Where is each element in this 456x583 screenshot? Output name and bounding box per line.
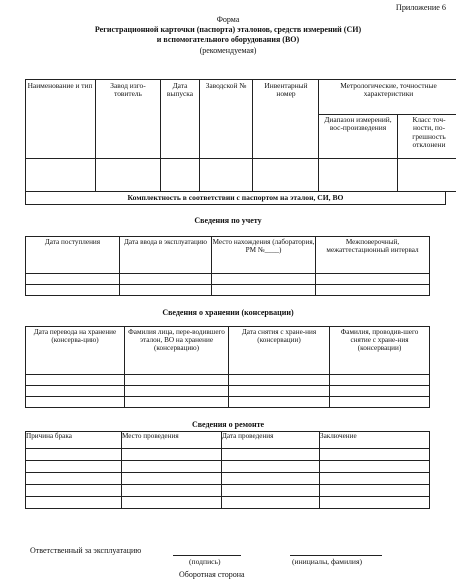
- responsible-label: Ответственный за эксплуатацию: [30, 546, 142, 555]
- completeness-label: Комплектность в соответствии с паспортом на эталон, СИ, ВО: [127, 193, 344, 202]
- header-repair-place: Место проведения: [122, 432, 222, 449]
- header-storage-person: Фамилия лица, пере-водившего эталон, ВО на хранение (консервацию): [125, 327, 229, 375]
- form-label: Форма: [216, 15, 240, 24]
- form-subtitle: (рекомендуемая): [199, 46, 257, 55]
- header-location: Место нахождения (лаборатория, РМ №____): [212, 237, 316, 274]
- header-commissioning-date: Дата ввода в эксплуатацию: [120, 237, 212, 274]
- header-repair-date: Дата проведения: [222, 432, 320, 449]
- header-manufacturer: Завод изго-товитель: [110, 81, 146, 99]
- table-row: [26, 397, 430, 408]
- repair-title: Сведения о ремонте: [191, 420, 265, 429]
- signature-line: [173, 555, 241, 556]
- table-row: [26, 473, 430, 485]
- signature-caption: (подпись): [189, 557, 221, 566]
- header-accuracy-class: Класс точ-ности, по-грешность отклонени: [412, 116, 446, 149]
- table-row: [26, 375, 430, 386]
- header-release-date: Дата выпуска: [166, 81, 194, 99]
- repair-table: [25, 431, 430, 509]
- header-inventory-number: Инвентарный номер: [264, 81, 308, 99]
- header-arrival-date: Дата поступления: [26, 237, 120, 274]
- table-row: [26, 485, 430, 497]
- header-defect-reason: Причина брака: [26, 432, 122, 449]
- header-metrology: Метрологические, точностные характеристики: [340, 81, 437, 99]
- header-removal-person: Фамилия, проводив-шего снятие с хране-ния (консервации): [330, 327, 430, 375]
- table-row: [26, 285, 430, 296]
- table-row: [26, 497, 430, 509]
- initials-caption: (инициалы, фамилия): [292, 557, 363, 566]
- storage-table: [25, 326, 430, 408]
- accounting-table: [25, 236, 430, 296]
- header-interval: Межповерочный, межаттестационный интервал: [316, 237, 430, 274]
- header-conclusion: Заключение: [320, 432, 430, 449]
- table-row: [26, 386, 430, 397]
- table-row: [26, 274, 430, 285]
- header-storage-date: Дата перевода на хранение (консерва-цию): [26, 327, 125, 375]
- main-table: [25, 79, 456, 205]
- form-title-line: Регистрационной карточки (паспорта) эталонов, средств измерений (СИ): [94, 25, 362, 34]
- accounting-title: Сведения по учету: [194, 216, 262, 225]
- appendix-label: Приложение 6: [395, 3, 446, 12]
- storage-title: Сведения о хранении (консервации): [162, 308, 294, 317]
- header-serial-number: Заводской №: [205, 81, 247, 90]
- initials-line: [290, 555, 382, 556]
- reverse-side-label: Оборотная сторона: [179, 570, 245, 579]
- header-measurement-range: Диапазон измерений, вос-произведения: [324, 115, 392, 133]
- form-title-line: и вспомогательного оборудования (ВО): [156, 35, 300, 44]
- table-row: [26, 449, 430, 461]
- header-name-type: Наименование и тип: [27, 81, 93, 90]
- header-removal-date: Дата снятия с хране-ния (консервации): [229, 327, 330, 375]
- table-row: [26, 461, 430, 473]
